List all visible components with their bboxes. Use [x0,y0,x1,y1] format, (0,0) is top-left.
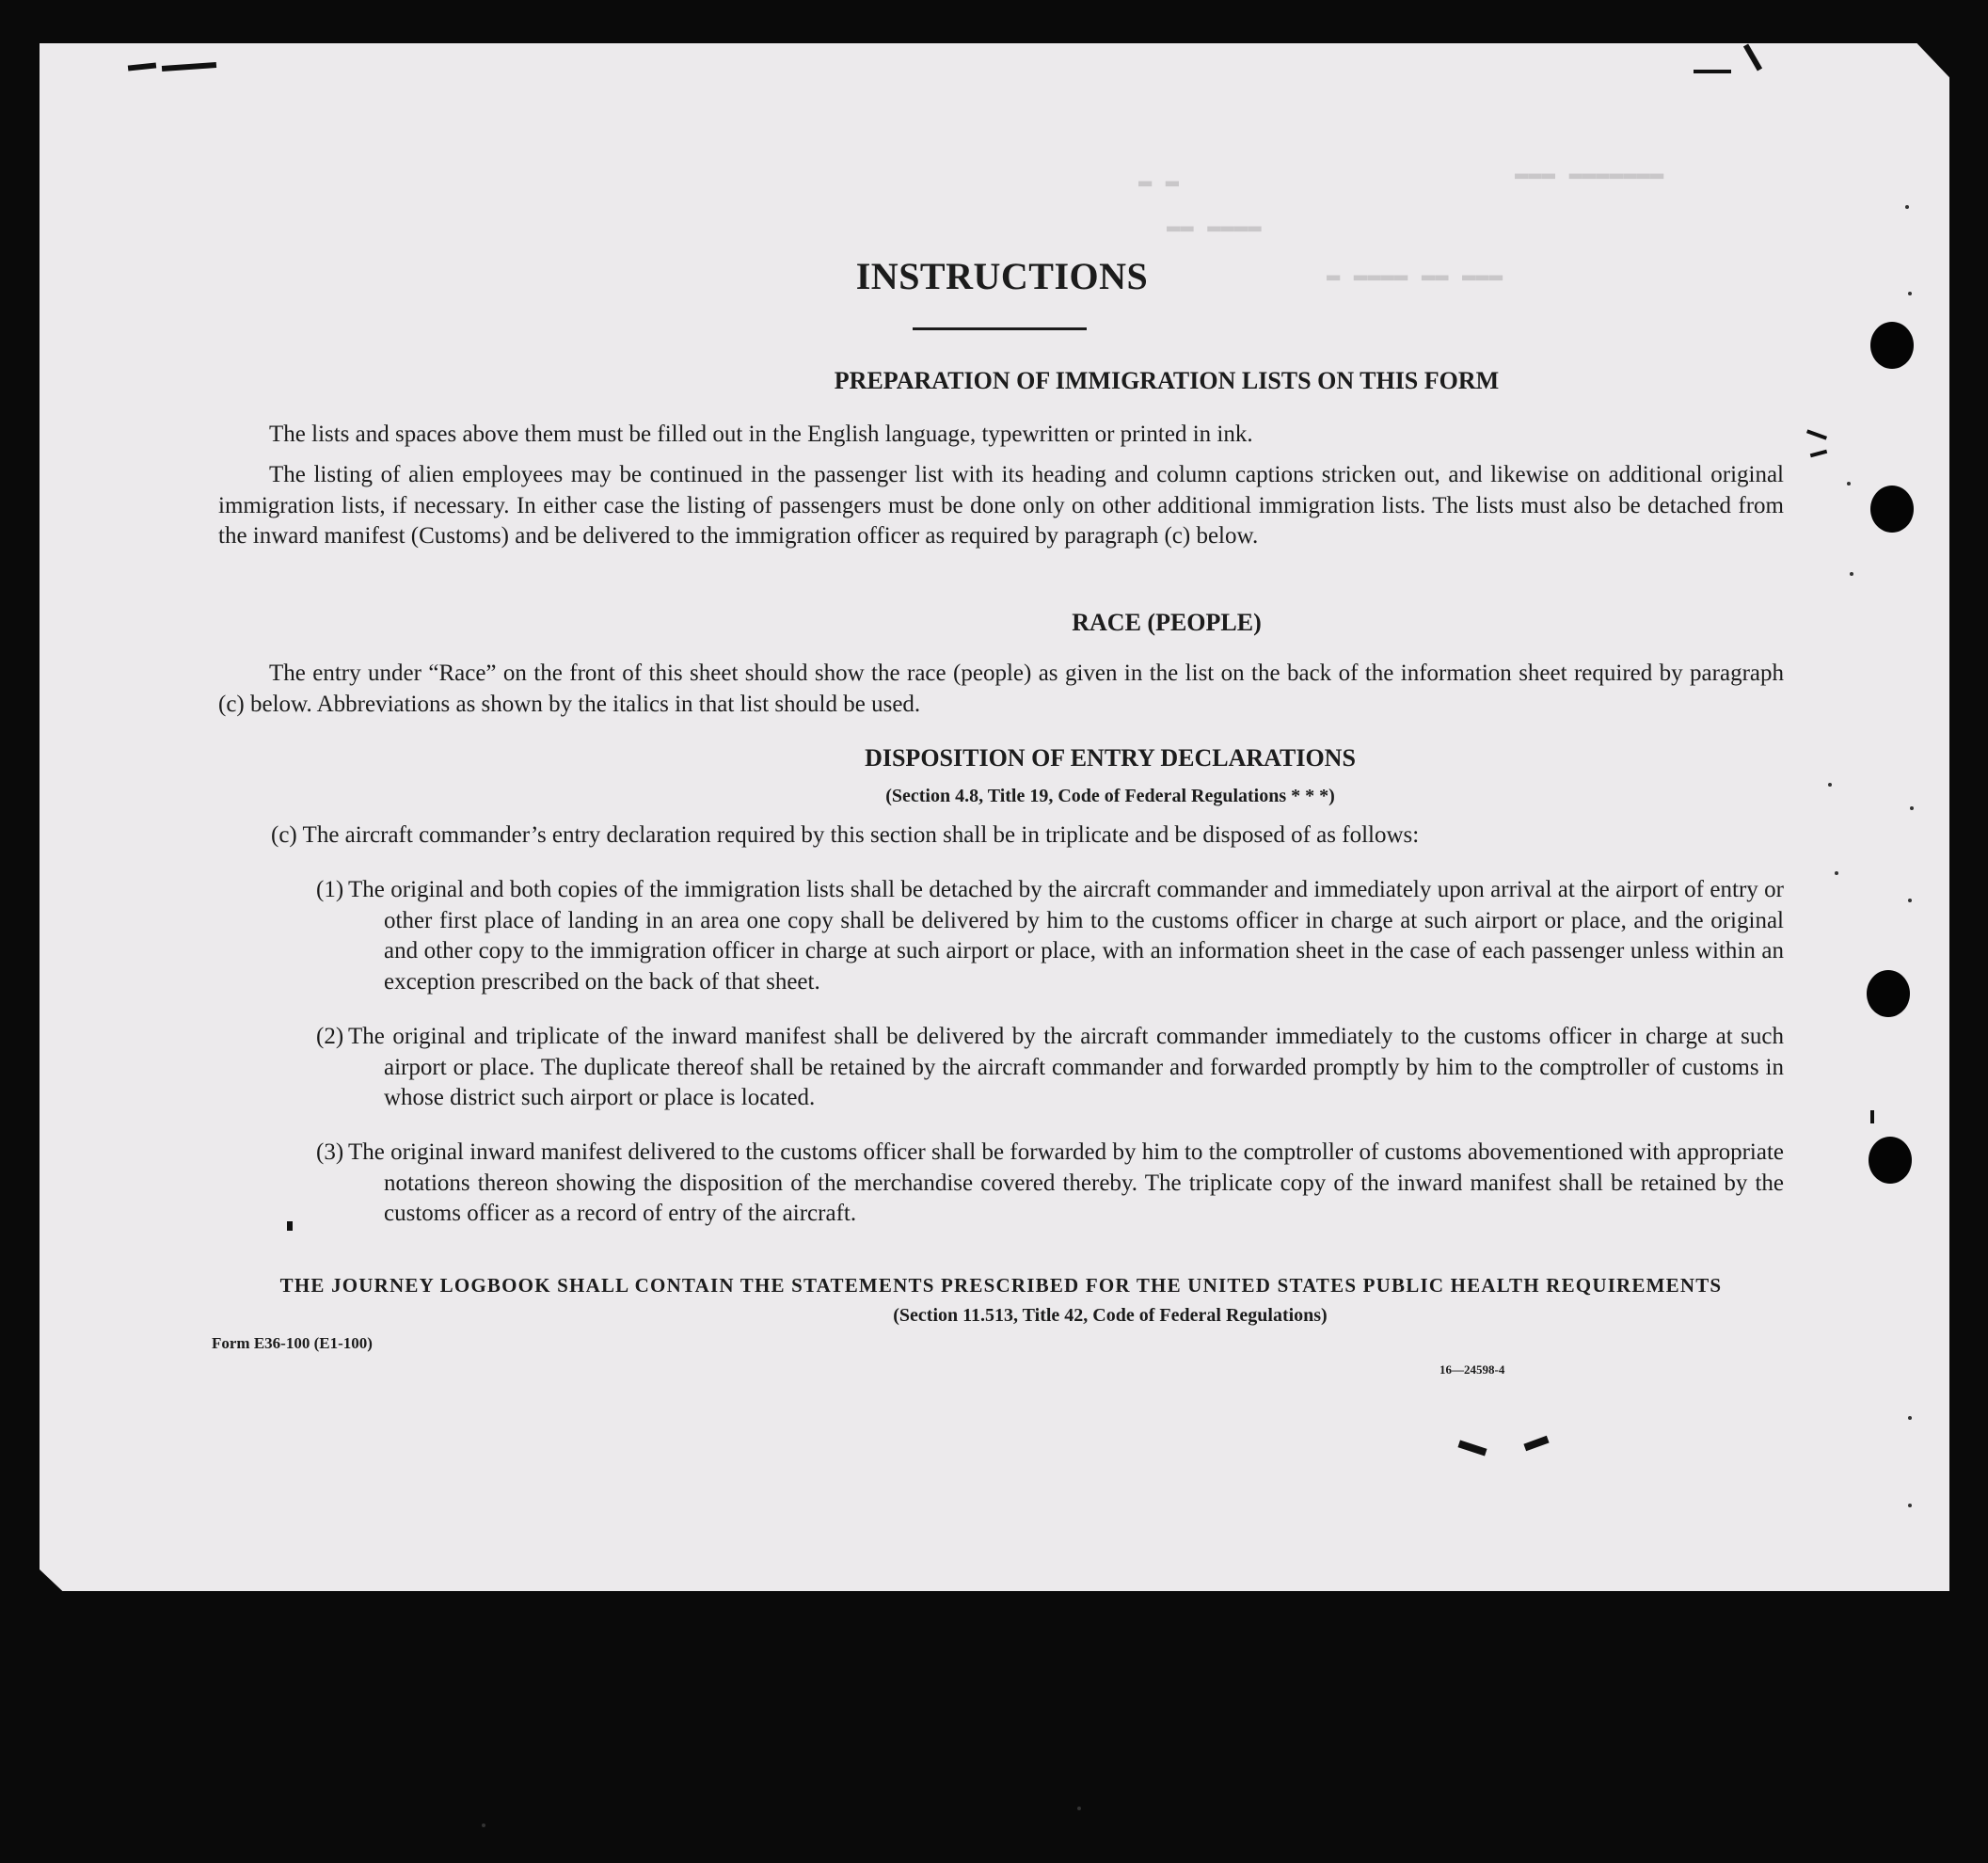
speck [1908,292,1912,295]
speck [1908,1416,1912,1420]
race-paragraph: The entry under “Race” on the front of this sheet should show the race (people) as given in the list on the back of the information sheet required by paragraph (c) below. Abbreviations as shown by the italics in that list should be used. [218,661,1784,717]
punch-hole [1869,1137,1912,1184]
punch-hole [1870,322,1914,369]
punch-hole [1870,486,1914,533]
bleed-through-text: ▬ ▬▬▬▬ ▬▬ ▬▬▬ [1327,263,1503,289]
disposition-citation: (Section 4.8, Title 19, Code of Federal Regulations * * *) [885,786,1335,806]
item-text: The original and triplicate of the inward manifest shall be delivered by the aircraft commander immediately to the customs officer in charge at such airport or place. The duplicate thereof shall be retained by the aircraft commander and forwarded promptly by him to the comptroller of customs in whose district such airport or place is located. [348,1024,1784,1110]
item-text: The original inward manifest delivered to the customs officer shall be forwarded by him to the comptroller of customs abovementioned with appropriate notations thereon showing the disposition of the merchandise covered thereby. The triplicate copy of the inward manifest shall be retained by the customs officer as a record of entry of the aircraft. [348,1139,1784,1226]
speck [1908,899,1912,902]
disposition-item-2 [316,1022,1784,1114]
speck [1828,783,1832,787]
scan-mark [287,1221,293,1231]
section-heading-disposition: DISPOSITION OF ENTRY DECLARATIONS [865,744,1356,772]
health-statement: THE JOURNEY LOGBOOK SHALL CONTAIN THE STATEMENTS PRESCRIBED FOR THE UNITED STATES PUBLIC HEALTH REQUIREMENTS [279,1274,1723,1297]
speck [1908,1504,1912,1507]
bleed-through-text: ▬▬▬ ▬▬▬▬▬▬▬ [1515,162,1664,187]
speck [1077,1807,1081,1810]
disposition-item-3 [316,1138,1784,1230]
preparation-paragraph-2: The listing of alien employees may be continued in the passenger list with its heading and column captions stricken out, and likewise on additional original immigration lists, if necessary. In either case the listing of passengers must be done only on other additional immigration lists. The lists must also be detached from the inward manifest (Customs) and be delivered to the immigration officer as required by paragraph (c) below. [218,462,1784,549]
speck [1835,871,1838,875]
item-number: (1) [316,877,344,902]
preparation-paragraph-1: The lists and spaces above them must be filled out in the English language, typewritten or printed in ink. [269,422,1253,447]
speck [1850,572,1853,576]
form-number: Form E36-100 (E1-100) [212,1334,373,1352]
print-code: 16—24598-4 [1439,1362,1505,1377]
section-heading-race: RACE (PEOPLE) [1072,609,1262,636]
disposition-item-1 [316,875,1784,997]
speck [1847,482,1851,486]
scan-mark [1870,1110,1874,1123]
bleed-through-text: ▬ ▬ [1138,169,1180,195]
item-text: The original and both copies of the immigration lists shall be detached by the aircraft commander and immediately upon arrival at the airport of entry or other first place of landing in an area one copy shall be delivered by him to the customs officer in charge at such airport or place, and the original and other copy to the immigration officer in charge at such airport or place, with an information sheet in the case of each passenger unless within an exception prescribed on the back of that sheet. [348,877,1784,995]
bleed-through-text: ▬▬ ▬▬▬▬ [1167,215,1262,240]
speck [1910,806,1914,810]
punch-hole [1867,970,1910,1017]
title-underline [913,327,1087,330]
disposition-intro: (c) The aircraft commander’s entry declaration required by this section shall be in triplicate and be disposed of as follows: [271,822,1420,848]
health-citation: (Section 11.513, Title 42, Code of Federal Regulations) [893,1305,1328,1326]
speck [482,1823,485,1827]
item-number: (2) [316,1024,344,1049]
scan-mark [1694,70,1731,73]
speck [1905,205,1909,209]
item-number: (3) [316,1139,344,1165]
section-heading-preparation: PREPARATION OF IMMIGRATION LISTS ON THIS FORM [834,367,1500,394]
page-title: INSTRUCTIONS [855,255,1149,297]
